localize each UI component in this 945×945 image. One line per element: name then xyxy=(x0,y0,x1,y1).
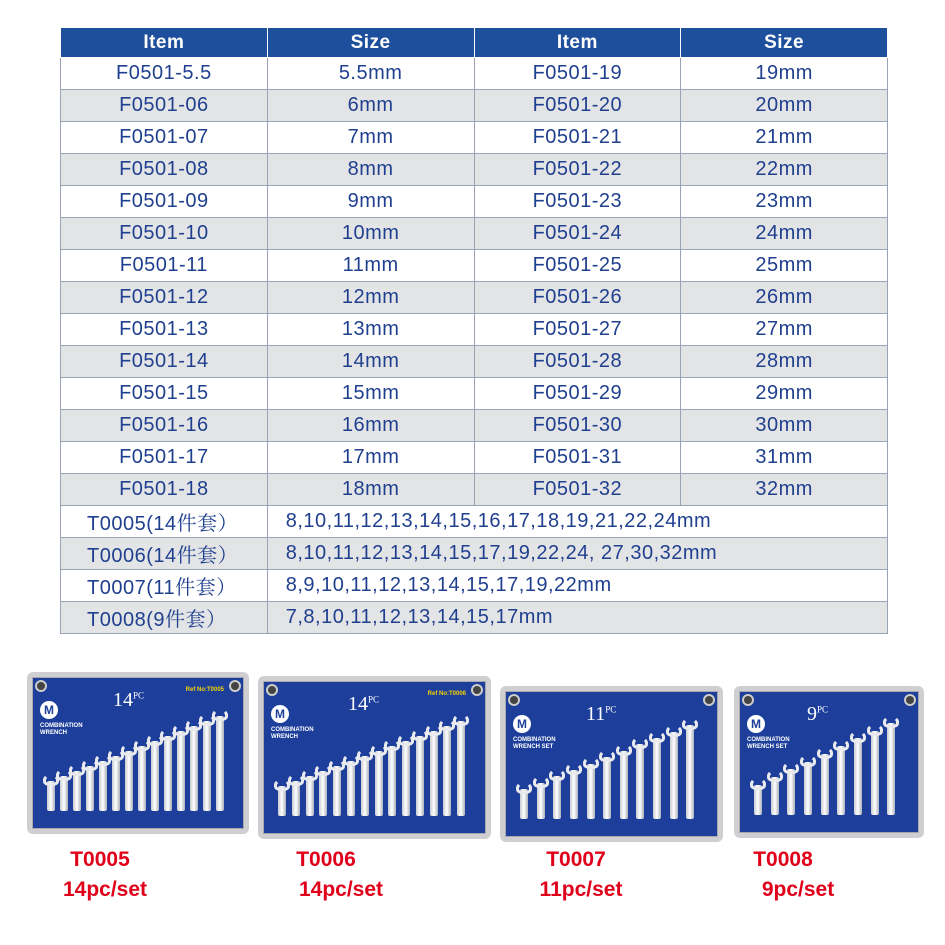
cell-size: 7mm xyxy=(267,122,474,154)
wrench-icon xyxy=(388,746,396,816)
table-row xyxy=(61,442,888,474)
cell-size: 24mm xyxy=(681,218,888,250)
pouch-count xyxy=(586,703,616,726)
cell-size: 22mm xyxy=(681,154,888,186)
cell-item: F0501-13 xyxy=(61,314,268,346)
cell-size: 5.5mm xyxy=(267,58,474,90)
wrench-icon xyxy=(887,723,895,815)
table-row xyxy=(61,378,888,410)
set-sizes: 8,10,11,12,13,14,15,16,17,18,19,21,22,24mm xyxy=(267,506,887,538)
table-row xyxy=(61,282,888,314)
product-code-label: T0006 xyxy=(296,848,356,871)
cell-size: 18mm xyxy=(267,474,474,506)
pouch-count-number: 11 xyxy=(586,703,606,725)
wrench-icon xyxy=(306,776,314,816)
cell-size: 13mm xyxy=(267,314,474,346)
cell-item: F0501-21 xyxy=(474,122,681,154)
wrench-icon xyxy=(86,766,94,811)
wrench-icon xyxy=(73,771,81,811)
set-row xyxy=(61,538,888,570)
wrench-icon xyxy=(804,762,812,815)
cell-item: F0501-30 xyxy=(474,410,681,442)
wrench-icon xyxy=(292,781,300,816)
wrench-icon xyxy=(125,751,133,811)
cell-size: 14mm xyxy=(267,346,474,378)
set-name: T0008(9件套） xyxy=(61,602,268,634)
header-size-1: Size xyxy=(267,28,474,58)
wrench-icon xyxy=(603,757,611,819)
cell-size: 17mm xyxy=(267,442,474,474)
brand-text: COMBINATION WRENCH xyxy=(40,723,83,736)
table-body xyxy=(61,58,888,634)
cell-item: F0501-26 xyxy=(474,282,681,314)
cell-size: 19mm xyxy=(681,58,888,90)
cell-size: 8mm xyxy=(267,154,474,186)
ref-label: Ref No:T0006 xyxy=(427,691,466,697)
wrench-icon xyxy=(570,770,578,819)
cell-item: F0501-18 xyxy=(61,474,268,506)
wrench-icon xyxy=(670,732,678,819)
wrench-icon xyxy=(754,785,762,815)
cell-item: F0501-16 xyxy=(61,410,268,442)
set-row xyxy=(61,602,888,634)
wrench-icon xyxy=(636,744,644,819)
cell-size: 32mm xyxy=(681,474,888,506)
table-row xyxy=(61,186,888,218)
wrench-icon xyxy=(430,731,438,816)
cell-size: 6mm xyxy=(267,90,474,122)
cell-item: F0501-15 xyxy=(61,378,268,410)
grommet-icon xyxy=(508,694,520,706)
product-count-label: 14pc/set xyxy=(62,878,148,901)
wrench-icon xyxy=(537,783,545,819)
cell-item: F0501-22 xyxy=(474,154,681,186)
product-image-t0005 xyxy=(27,672,249,834)
product-image-t0007 xyxy=(500,686,723,842)
cell-item: F0501-20 xyxy=(474,90,681,122)
wrench-icon xyxy=(375,751,383,816)
spec-table xyxy=(60,27,888,634)
brand-logo-icon: M xyxy=(40,701,58,719)
table-row xyxy=(61,474,888,506)
cell-item: F0501-25 xyxy=(474,250,681,282)
wrench-icon xyxy=(520,789,528,819)
cell-item: F0501-28 xyxy=(474,346,681,378)
wrench-icon xyxy=(216,716,224,811)
cell-size: 23mm xyxy=(681,186,888,218)
set-name: T0007(11件套） xyxy=(61,570,268,602)
cell-item: F0501-06 xyxy=(61,90,268,122)
wrench-icon xyxy=(620,751,628,819)
cell-item: F0501-09 xyxy=(61,186,268,218)
cell-size: 20mm xyxy=(681,90,888,122)
product-count-label: 14pc/set xyxy=(298,878,384,901)
wrench-icon xyxy=(347,761,355,816)
cell-item: F0501-10 xyxy=(61,218,268,250)
wrench-icon xyxy=(361,756,369,816)
cell-item: F0501-23 xyxy=(474,186,681,218)
table-row xyxy=(61,218,888,250)
cell-item: F0501-08 xyxy=(61,154,268,186)
set-sizes: 8,10,11,12,13,14,15,17,19,22,24, 27,30,32mm xyxy=(267,538,887,570)
wrench-icon xyxy=(821,754,829,815)
table-row xyxy=(61,250,888,282)
wrench-icon xyxy=(99,761,107,811)
pouch-count-number: 9 xyxy=(807,703,817,725)
brand-logo-icon: M xyxy=(271,705,289,723)
wrench-icon xyxy=(278,786,286,816)
pouch-count-number: 14 xyxy=(113,689,133,711)
cell-size: 25mm xyxy=(681,250,888,282)
table-row xyxy=(61,154,888,186)
cell-item: F0501-14 xyxy=(61,346,268,378)
cell-item: F0501-12 xyxy=(61,282,268,314)
wrench-icon xyxy=(112,756,120,811)
grommet-icon xyxy=(471,684,483,696)
wrench-icon xyxy=(203,721,211,811)
set-name: T0006(14件套） xyxy=(61,538,268,570)
table-header-row xyxy=(61,28,888,58)
cell-size: 10mm xyxy=(267,218,474,250)
brand-text: COMBINATION WRENCH SET xyxy=(747,737,790,750)
pouch-count-number: 14 xyxy=(348,693,368,715)
pouch-count xyxy=(807,703,828,726)
wrench-icon xyxy=(587,764,595,819)
cell-size: 31mm xyxy=(681,442,888,474)
cell-size: 29mm xyxy=(681,378,888,410)
wrench-icon xyxy=(47,781,55,811)
cell-size: 27mm xyxy=(681,314,888,346)
cell-item: F0501-11 xyxy=(61,250,268,282)
grommet-icon xyxy=(266,684,278,696)
cell-size: 15mm xyxy=(267,378,474,410)
wrench-icon xyxy=(854,738,862,815)
grommet-icon xyxy=(35,680,47,692)
set-row xyxy=(61,506,888,538)
pouch-count xyxy=(348,693,379,716)
table-row xyxy=(61,346,888,378)
wrench-icon xyxy=(553,776,561,819)
wrench-icon xyxy=(190,726,198,811)
brand-logo-icon: M xyxy=(513,715,531,733)
ref-label: Ref No:T0005 xyxy=(185,687,224,693)
cell-size: 9mm xyxy=(267,186,474,218)
cell-size: 28mm xyxy=(681,346,888,378)
cell-size: 12mm xyxy=(267,282,474,314)
brand-logo-icon: M xyxy=(747,715,765,733)
brand-text: COMBINATION WRENCH SET xyxy=(513,737,556,750)
cell-size: 21mm xyxy=(681,122,888,154)
set-sizes: 7,8,10,11,12,13,14,15,17mm xyxy=(267,602,887,634)
wrench-icon xyxy=(457,721,465,816)
wrench-icon xyxy=(653,738,661,819)
cell-item: F0501-5.5 xyxy=(61,58,268,90)
grommet-icon xyxy=(229,680,241,692)
product-count-label: 9pc/set xyxy=(761,878,835,901)
product-code-label: T0008 xyxy=(753,848,813,871)
table-row xyxy=(61,314,888,346)
cell-item: F0501-29 xyxy=(474,378,681,410)
product-code-label: T0007 xyxy=(546,848,606,871)
cell-item: F0501-32 xyxy=(474,474,681,506)
set-row xyxy=(61,570,888,602)
brand-text: COMBINATION WRENCH xyxy=(271,727,314,740)
header-size-2: Size xyxy=(681,28,888,58)
cell-item: F0501-24 xyxy=(474,218,681,250)
cell-size: 16mm xyxy=(267,410,474,442)
cell-item: F0501-07 xyxy=(61,122,268,154)
pouch-pc-label: PC xyxy=(133,690,145,701)
wrench-icon xyxy=(443,726,451,816)
wrench-icon xyxy=(164,736,172,811)
wrench-icon xyxy=(837,746,845,815)
grommet-icon xyxy=(904,694,916,706)
table-row xyxy=(61,122,888,154)
product-image-t0006 xyxy=(258,676,491,839)
cell-size: 26mm xyxy=(681,282,888,314)
wrench-icon xyxy=(60,776,68,811)
cell-item: F0501-17 xyxy=(61,442,268,474)
cell-size: 11mm xyxy=(267,250,474,282)
cell-item: F0501-19 xyxy=(474,58,681,90)
product-image-t0008 xyxy=(734,686,924,838)
wrench-icon xyxy=(333,766,341,816)
table-row xyxy=(61,90,888,122)
pouch-pc-label: PC xyxy=(605,704,617,715)
pouch-pc-label: PC xyxy=(817,704,829,715)
wrench-icon xyxy=(151,741,159,811)
header-item-1: Item xyxy=(61,28,268,58)
table-row xyxy=(61,58,888,90)
wrench-icon xyxy=(771,777,779,815)
product-count-label: 11pc/set xyxy=(539,878,623,901)
wrench-icon xyxy=(871,731,879,815)
grommet-icon xyxy=(742,694,754,706)
wrench-icon xyxy=(138,746,146,811)
wrench-icon xyxy=(177,731,185,811)
cell-size: 30mm xyxy=(681,410,888,442)
grommet-icon xyxy=(703,694,715,706)
header-item-2: Item xyxy=(474,28,681,58)
cell-item: F0501-31 xyxy=(474,442,681,474)
wrench-icon xyxy=(416,736,424,816)
pouch-count xyxy=(113,689,144,712)
wrench-icon xyxy=(402,741,410,816)
pouch-pc-label: PC xyxy=(368,694,380,705)
set-sizes: 8,9,10,11,12,13,14,15,17,19,22mm xyxy=(267,570,887,602)
wrench-icon xyxy=(787,769,795,815)
set-name: T0005(14件套） xyxy=(61,506,268,538)
product-code-label: T0005 xyxy=(70,848,130,871)
wrench-icon xyxy=(686,725,694,819)
cell-item: F0501-27 xyxy=(474,314,681,346)
table-row xyxy=(61,410,888,442)
wrench-icon xyxy=(319,771,327,816)
